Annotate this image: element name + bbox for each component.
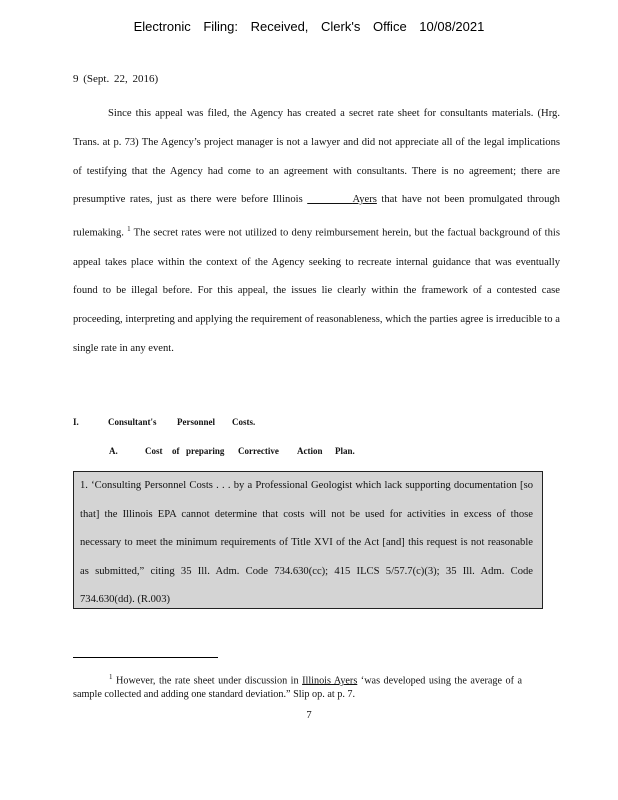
heading-word-2: Personnel — [177, 417, 215, 427]
subheading-word-1: Cost — [145, 446, 163, 456]
footnote-divider — [73, 657, 218, 658]
page-number: 7 — [306, 710, 312, 721]
paragraph-part-2: that have not been promulgated through rulemaking. — [73, 194, 560, 239]
filing-header: Electronic Filing: Received, Clerk's Office 10/08/2021 — [133, 19, 485, 34]
subheading-word-3: preparing — [186, 446, 225, 456]
paragraph-part-3: The secret rates were not utilized to deny reimbursement herein, but the factual background of this appeal takes place within the context of the Agency seeking to recreate internal guidance that was eventually found to be illegal before. For this appeal, the issues lie clearly within the framework of a contested case proceeding, interpreting and applying the requirement of reasonableness, which the parties agree is irreducible to a single rate in any event. — [73, 227, 560, 354]
quoted-reason-text: 1. ‘Consulting Personnel Costs . . . by a Professional Geologist which lack supporting documentation [so that] the Illinois EPA cannot determine that costs will not be used for activities in excess of those necessary to meet the minimum requirements of Title XVI of the Act [and] this request is not reasonable as submitted,” citing 35 Ill. Adm. Code 734.630(cc); 415 ILCS 5/57.7(c)(3); 35 Ill. Adm. Code 734.630(dd). (R.003) — [80, 480, 533, 605]
heading-number: I. — [73, 417, 79, 427]
heading-word-1: Consultant's — [108, 417, 157, 427]
body-paragraph — [73, 100, 560, 364]
quoted-reason-box — [73, 471, 543, 609]
subheading-word-6: Plan. — [335, 446, 355, 456]
footnote-case-name: Illinois Ayers — [302, 675, 358, 687]
footnote-ref: 1 — [127, 225, 131, 234]
subheading-word-5: Action — [297, 446, 323, 456]
footnote-part-2: ‘was developed using the average of a sample collected and adding one standard deviation.” Slip op. at p. 7. — [73, 675, 523, 701]
subheading-word-2: of — [172, 446, 180, 456]
subheading-letter: A. — [109, 446, 118, 456]
subheading-word-4: Corrective — [238, 446, 279, 456]
date-line: 9 (Sept. 22, 2016) — [73, 73, 159, 85]
footnote-number: 1 — [109, 673, 113, 681]
ayers-citation: Ayers — [352, 194, 377, 206]
footnote — [73, 670, 522, 702]
heading-word-3: Costs. — [232, 417, 256, 427]
footnote-part-1: However, the rate sheet under discussion in — [116, 675, 299, 687]
paragraph-part-1: Since this appeal was filed, the Agency has created a secret rate sheet for consultants materials. (Hrg. Trans. at p. 73) The Agency’s project manager is not a lawyer and did not appreciate all of the legal implications of testifying that the Agency had come to an agreement with consultants. There is no agreement; there are presumptive rates, just as there were before Illinois — [73, 108, 560, 206]
